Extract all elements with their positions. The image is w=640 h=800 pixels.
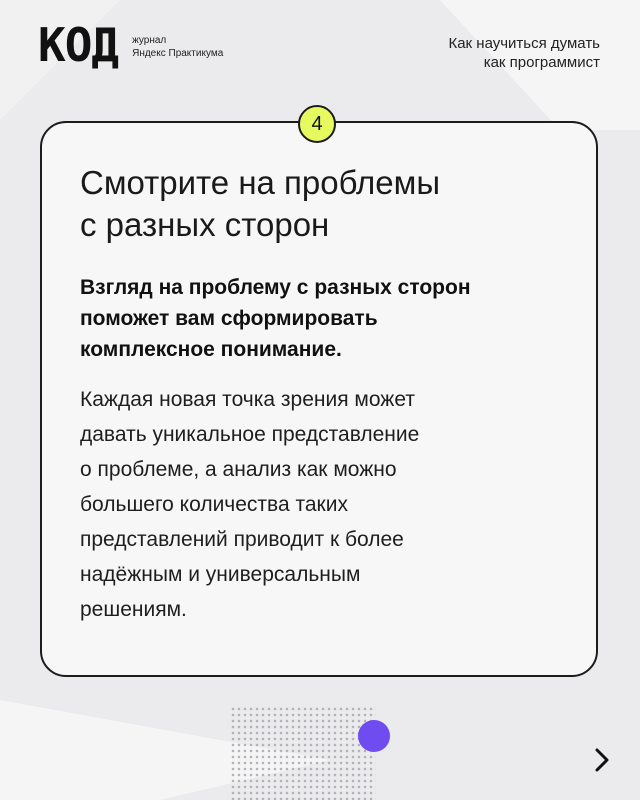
body-line: о проблеме, а анализ как можно: [80, 458, 397, 481]
accent-dot: [358, 720, 390, 752]
dot-grid-decoration: [230, 706, 376, 800]
chevron-right-icon: [594, 747, 610, 773]
body-line: надёжным и универсальным: [80, 563, 361, 586]
card-title-line1: Смотрите на проблемы: [80, 164, 441, 201]
lead-line: комплексное понимание.: [80, 338, 342, 361]
body-paragraph: [80, 382, 580, 627]
logo[interactable]: [38, 18, 224, 72]
card-title-line2: с разных сторон: [80, 206, 330, 243]
step-number-badge: 4: [298, 105, 336, 143]
series-title-line1: Как научиться думать: [448, 35, 600, 52]
lead-paragraph: [80, 272, 580, 365]
series-title: [448, 34, 600, 72]
header: [0, 0, 640, 100]
body-line: представлений приводит к более: [80, 528, 404, 551]
card-title: [80, 162, 560, 246]
body-line: большего количества таких: [80, 493, 348, 516]
body-line: решениям.: [80, 598, 187, 621]
series-title-line2: как программист: [483, 54, 600, 71]
logo-subtitle-line1: журнал: [132, 35, 167, 46]
lead-line: Взгляд на проблему с разных сторон: [80, 276, 471, 299]
logo-subtitle: [132, 34, 223, 60]
body-line: Каждая новая точка зрения может: [80, 388, 415, 411]
logo-subtitle-line2: Яндекс Практикума: [132, 48, 224, 59]
body-line: давать уникальное представление: [80, 423, 420, 446]
lead-line: поможет вам сформировать: [80, 307, 378, 330]
next-slide-button[interactable]: [588, 746, 616, 774]
logo-wordmark: КОД: [38, 18, 119, 72]
